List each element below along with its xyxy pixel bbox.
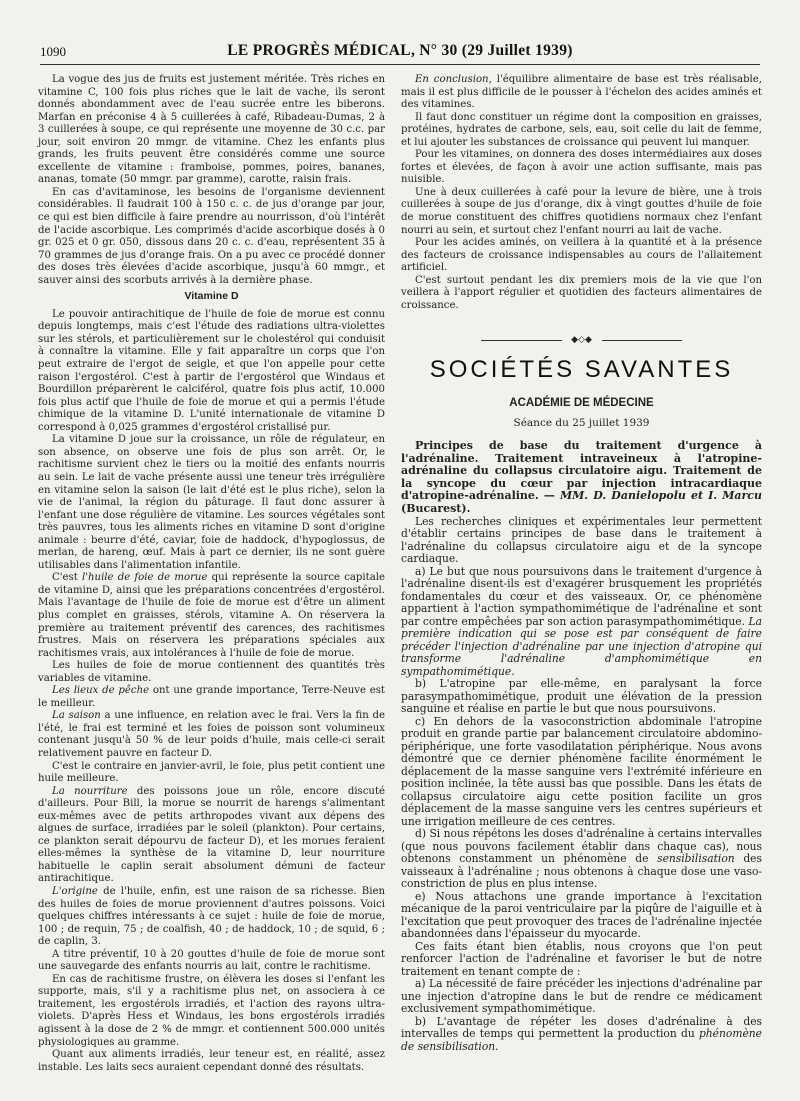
journal-title: LE PROGRÈS MÉDICAL, N° 30 (29 Juillet 1939) <box>227 42 573 59</box>
text: qui représente la source capitale de vitamine D, ainsi que les préparations concentrées d'ergostérol. Mais l'avantage de l'huile de foie de morue est d'être un aliment plus complet en graisses, stérols, vitamine A. On réservera la première au traitement préventif des carences, des rachitismes frustres. Mais on réservera les préparations spéciales aux rachitismes vrais, aux intolérances à l'huile de foie de morue. <box>38 572 385 659</box>
emphasis: En conclusion <box>415 74 489 85</box>
academy-heading: ACADÉMIE DE MÉDECINE <box>509 396 654 409</box>
paragraph <box>38 886 385 949</box>
paragraph <box>401 74 762 112</box>
emphasis: sensibilisation <box>657 852 735 866</box>
paragraph: c) En dehors de la vasoconstriction abdominale l'atropine produit en grande partie par balancement circulatoire abdomino-périphérique, une forte vasodilatation périphérique. Nous avons démontré que ce dernier phénomène facilite énormément le déplacement de la masse sanguine vers l'extrémité inférieure en position inclinée, la tête aussi bas que possible. Dans les états de collapsus circulatoire aigu cette position facilite un gros déplacement de la masse sanguine vers les centres supérieurs et une irrigation meilleure de ces centres. <box>401 714 762 828</box>
ornamental-divider <box>401 334 762 348</box>
article-title <box>401 440 762 516</box>
paragraph: En cas d'avitaminose, les besoins de l'organisme deviennent considérables. Il faudrait 100 à 150 c. c. de jus d'orange par jour, ce qui est bien difficile à faire prendre au nourrisson, d'où l'intérêt de l'acide ascorbique. Les comprimés d'acide ascorbique dosés à 0 gr. 025 et 0 gr. 050, dissous dans 20 c. c. d'eau, représentent 35 à 70 grammes de jus d'orange frais. On a pu avec ce procédé donner des doses très élevées d'acide ascorbique, jusqu'à 60 mmgr., et sauver ainsi des scorbuts arrivés à la dernière phase. <box>38 186 385 286</box>
session-date: Séance du 25 juillet 1939 <box>513 417 650 430</box>
text: (Bucarest). <box>401 502 471 515</box>
paragraph: Pour les acides aminés, on veillera à la quantité et à la présence des facteurs de croissance indispensables au cours de l'allaitement artificiel. <box>401 237 762 274</box>
emphasis: La première indication qui se pose est par conséquent de faire précéder l'injection d'adrénaline par une injection d'atropine qui transforme l'adrénaline d'amphomimétique en sympathomimétique. <box>401 614 762 678</box>
paragraph: C'est surtout pendant les dix premiers mois de la vie que l'on veillera à l'apport régulier et quotidien des facteurs alimentaires de croissance. <box>401 274 762 311</box>
paragraph: b) L'atropine par elle-même, en paralysant la force parasympathomimétique, produit une élévation de la pression sanguine et réalise en partie le but que nous poursuivons. <box>401 677 762 716</box>
left-column <box>38 74 385 1074</box>
paragraph: Une à deux cuillerées à café pour la levure de bière, une à trois cuillerées à soupe de jus d'orange, dix à vingt gouttes d'huile de foie de morue constituent des chiffres quotidiens normaux chez l'enfant nourri au sein, et surtout chez l'enfant nourri au lait de vache. <box>401 186 762 236</box>
emphasis: l'huile de foie de morue <box>82 572 208 584</box>
article-body <box>401 516 762 1054</box>
paragraph <box>38 572 385 660</box>
text: de l'huile, enfin, est une raison de sa richesse. Bien des huiles de foies de morue proviennent d'autres poissons. Voici quelques chiffres intéressants à ce sujet : huile de foie de morue, 100 ; de requin, 75 ; de coalfish, 40 ; de haddock, 10 ; de squid, 6 ; de caplin, 3. <box>38 886 385 948</box>
paragraph: A titre préventif, 10 à 20 gouttes d'huile de foie de morue sont une sauvegarde des enfants nourris au lait, contre le rachitisme. <box>38 948 385 973</box>
text: des vaisseaux à l'adrénaline ; nous obtenons à chaque dose une vaso-constriction de plus en plus intense. <box>401 852 762 891</box>
paragraph <box>38 685 385 710</box>
paragraph <box>401 828 762 891</box>
text: ont une grande importance, Terre-Neuve est le meilleur. <box>38 685 385 709</box>
text: a) Le but que nous poursuivons dans le traitement d'urgence à l'adrénaline disent-ils est d'exagérer brusquement les propriétés fondamentales du cœur et des vaisseaux. Or, ce phénomène appartient à l'action sympathomimétique de l'adrénaline et sont par contre empêchées par son action parasympathomimétique. <box>401 564 762 628</box>
paragraph: Les recherches cliniques et expérimentales leur permettent d'établir certains principes de base dans le traitement à l'adrénaline du collapsus circulatoire aigu et de la syncope cardiaque. <box>401 514 762 566</box>
paragraph <box>401 566 762 679</box>
section-title: SOCIÉTÉS SAVANTES <box>429 356 734 384</box>
paragraph: Ces faits étant bien établis, nous croyons que l'on peut renforcer l'action de l'adrénaline et favoriser le but de notre traitement en tenant compte de : <box>401 939 762 978</box>
text: b) L'avantage de répéter les doses d'adrénaline à des intervalles de temps qui permettent la production du <box>401 1014 762 1041</box>
paragraph: Le pouvoir antirachitique de l'huile de foie de morue est connu depuis longtemps, mais c'est l'étude des radiations ultra-violettes sur les stérols, et particulièrement sur le cholestérol qui conduisit à connaître la vitamine. Elle y fait apparaître un corps que l'on peut extraire de l'ergot de seigle, et que l'on appelle pour cette raison l'ergostérol. C'est à partir de l'ergostérol que Windaus et Bourdillon préparèrent le calciférol, quatre fois plus actif, 10.000 fois plus actif que l'huile de foie de morue et qui a permis l'étude chimique de la vitamine D. L'unité internationale de vitamine D correspond à 0,025 grammes d'ergostérol cristallisé pur. <box>38 308 385 433</box>
paragraph: La vogue des jus de fruits est justement méritée. Très riches en vitamine C, 100 fois plus riches que le lait de vache, ils seront donnés abondamment avec de l'eau sucrée entre les biberons. Marfan en préconise 4 à 5 cuillerées à café, Ribadeau-Dumas, 2 à 3 cuillerées à soupe, ce qui représente une moyenne de 30 c.c. par jour, soit environ 20 mmgr. de vitamine. Chez les enfants plus grands, les fruits peuvent être considérés comme une source excellente de vitamine : framboise, pommes, poires, bananes, ananas, tomate (50 mmgr. par gramme), carotte, raisin frais. <box>38 74 385 186</box>
emphasis: La nourriture <box>52 785 128 797</box>
paragraph: En cas de rachitisme frustre, on élèvera les doses si l'enfant les supporte, mais, s'il y a rachitisme plus net, on associera à ce traitement, les ergostérols irradiés, et l'action des rayons ultra-violets. D'après Hess et Windaus, les bons ergostérols irradiés agissent à la dose de 2 % de mmgr. et contiennent 500.000 unités physiologiques au gramme. <box>38 973 385 1048</box>
paragraph: C'est le contraire en janvier-avril, le foie, plus petit contient une huile meilleure. <box>38 760 385 785</box>
article-authors: MM. D. Danielopolu et I. Marcu <box>559 489 762 503</box>
text: Principes de base du traitement d'urgence à l'adrénaline. Traitement intraveineux à l'atropine-adrénaline du collapsus circulatoire aigu. Traitement de la syncope du cœur par injection intracardiaque d'atropine-adrénaline. — <box>401 439 762 503</box>
right-column <box>401 74 762 1053</box>
text: des poissons joue un rôle, encore discuté d'ailleurs. Pour Bill, la morue se nourrit de harengs s'alimentant eux-mêmes avec de petits arthropodes vivant aux dépens des algues de surface, irradiées par le soleil (plankton). Pour certains, ce plankton serait dépourvu de facteur D), et les morues feraient elles-mêmes la synthèse de la vitamine D, leur nourriture habituelle le caplin serait absolument démuni de facteur antirachitique. <box>38 785 386 885</box>
text: , l'équilibre alimentaire de base est très réalisable, mais il est plus difficile de le pousser à l'échelon des acides aminés et des vitamines. <box>401 74 762 111</box>
paragraph: Pour les vitamines, on donnera des doses intermédiaires aux doses fortes et élevées, de façon à avoir une action suffisante, mais pas nuisible. <box>401 149 762 186</box>
subheading-vitamine-d: Vitamine D <box>184 290 239 303</box>
paragraph: Il faut donc constituer un régime dont la composition en graisses, protéines, hydrates de carbone, sels, eau, soit celle du lait de femme, et lui ajouter les substances de croissance qui peuvent lui manquer. <box>401 111 762 148</box>
paragraph: e) Nous attachons une grande importance à l'excitation mécanique de la paroi ventriculaire par la piqûre de l'aiguille et à l'excitation que peut provoquer des traces de l'adrénaline injectée abandonnées dans l'épaisseur du myocarde. <box>401 889 762 941</box>
emphasis: L'origine <box>52 886 98 897</box>
text: a une influence, en relation avec le frai. Vers la fin de l'été, le frai est terminé et les foies de poisson sont volumineux contenant jusqu'à 50 % de leur poids d'huile, mais celle-ci serait relativement pauvre en facteur D. <box>38 710 385 759</box>
page-number: 1090 <box>40 44 66 59</box>
paragraph <box>38 786 385 886</box>
text: C'est <box>52 572 82 584</box>
divider-ornament-icon: ◆◇◆ <box>562 335 602 346</box>
text: d) Si nous répétons les doses d'adrénaline à certains intervalles (que nous pouvons facilement établir dans chaque cas), nous obtenons constamment un phénomène de <box>401 827 762 866</box>
paragraph: a) La nécessité de faire précéder les injections d'adrénaline par une injection d'atropine dans le but de rendre ce médicament exclusivement sympathomimétique. <box>401 977 762 1016</box>
paragraph <box>38 710 385 760</box>
paragraph: Quant aux aliments irradiés, leur teneur est, en réalité, assez instable. Les laits secs auraient cependant donné des résultats. <box>38 1049 385 1073</box>
paragraph: Les huiles de foie de morue contiennent des quantités très variables de vitamine. <box>38 660 385 684</box>
running-header <box>40 42 760 65</box>
emphasis: phénomène de sensibilisation. <box>401 1027 762 1053</box>
emphasis: La saison <box>52 710 101 722</box>
emphasis: Les lieux de pêche <box>52 685 150 697</box>
paragraph <box>401 1016 762 1054</box>
paragraph: La vitamine D joue sur la croissance, un rôle de régulateur, en son absence, on observe une fois de plus son arrêt. Or, le rachitisme survient chez le tiers ou la moitié des enfants nourris au sein. Le lait de vache présente aussi une teneur très irrégulière en vitamine selon la saison (le lait d'été est le plus riche), selon la vie de l'animal, la région du pâturage. Il faut donc assurer à l'enfant une dose régulière de vitamine. Les sources végétales sont très pauvres, tous les aliments riches en vitamine D sont d'origine animale : beurre d'été, caviar, foie de haddock, d'hypoglossus, de merlan, de hareng, œuf. Mais à part ce dernier, ils ne sont guère utilisables dans l'alimentation infantile. <box>38 434 385 571</box>
